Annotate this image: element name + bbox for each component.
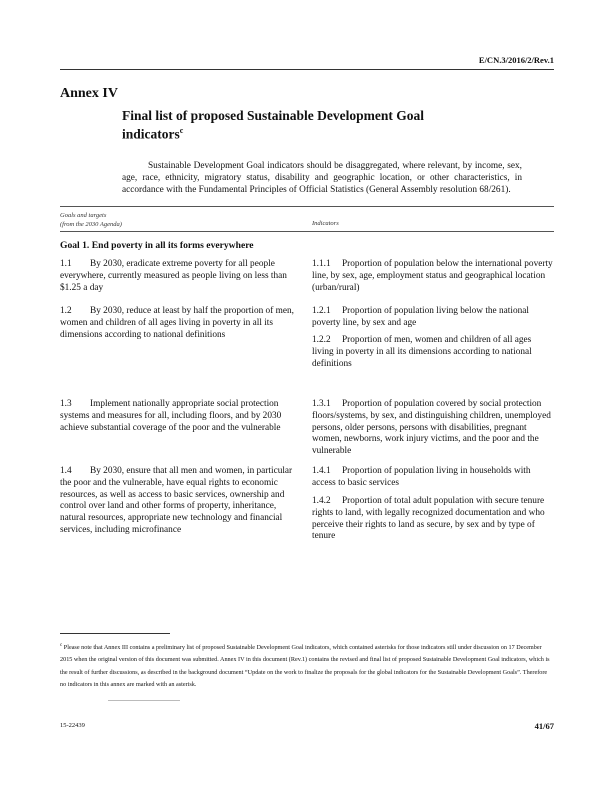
footnote-marker: c xyxy=(60,643,63,648)
indicator-1-2-2 xyxy=(312,335,554,370)
indicator-1-4-1 xyxy=(312,466,554,490)
target-number: 1.1 xyxy=(60,259,72,269)
indicator-number: 1.2.1 xyxy=(312,306,331,316)
indicator-text: Proportion of population living below the national poverty line, by sex and age xyxy=(312,306,529,328)
footnote xyxy=(60,640,550,691)
page-number: 41/67 xyxy=(534,721,554,731)
document-symbol: E/CN.3/2016/2/Rev.1 xyxy=(478,55,554,65)
title-footnote-marker: c xyxy=(179,126,184,135)
goal-heading: Goal 1. End poverty in all its forms everywhere xyxy=(60,240,254,251)
table-header-bottom-rule xyxy=(60,231,554,232)
target-1-4 xyxy=(60,466,300,537)
table-header-goals-line1: Goals and targets xyxy=(60,212,107,219)
indicator-1-2-1 xyxy=(312,306,554,330)
footnote-text: Please note that Annex III contains a preliminary list of proposed Sustainable Development Goal indicators, which contained asterisks for those indicators still under discussion on 17 December 2015 when the original version of this document was submitted. Annex IV in this document (Rev.1) contains the revised and final list of proposed Sustainable Development Goal indicators, which is the result of further discussions, as described in the background document “Update on the work to finalize the proposals for the global indicators for the Sustainable Development Goals”. Therefore no indicators in this annex are marked with an asterisk. xyxy=(60,644,550,688)
indicator-1-4-2 xyxy=(312,496,554,543)
footnote-end-rule xyxy=(108,700,180,701)
table-header-top-rule xyxy=(60,206,554,207)
indicator-text: Proportion of population living in households with access to basic services xyxy=(312,466,531,488)
table-header-goals xyxy=(60,211,122,229)
target-text: By 2030, eradicate extreme poverty for all people everywhere, currently measured as people living on less than $1.25 a day xyxy=(60,259,287,293)
target-number: 1.2 xyxy=(60,306,72,316)
footnote-divider xyxy=(60,633,170,634)
annex-heading: Annex IV xyxy=(60,86,118,101)
indicator-number: 1.3.1 xyxy=(312,399,331,409)
indicator-text: Proportion of population below the international poverty line, by sex, age, employment status and geographical location (urban/rural) xyxy=(312,259,553,293)
target-text: Implement nationally appropriate social protection systems and measures for all, including floors, and by 2030 achieve substantial coverage of the poor and the vulnerable xyxy=(60,399,282,433)
indicator-text: Proportion of population covered by social protection floors/systems, by sex, and distinguishing children, unemployed persons, older persons, persons with disabilities, pregnant women, newborns, work injury victims, and the poor and the vulnerable xyxy=(312,399,551,457)
indicator-1-3-1 xyxy=(312,399,554,458)
target-1-1 xyxy=(60,259,300,294)
target-1-2 xyxy=(60,306,300,341)
target-number: 1.4 xyxy=(60,466,72,476)
header-divider xyxy=(60,69,554,70)
indicator-1-1-1 xyxy=(312,259,554,294)
target-number: 1.3 xyxy=(60,399,72,409)
indicator-text: Proportion of total adult population with secure tenure rights to land, with legally recognized documentation and who perceive their rights to land as secure, by sex and by type of tenure xyxy=(312,496,545,542)
page-title xyxy=(122,108,452,142)
indicator-text: Proportion of men, women and children of all ages living in poverty in all its dimensions according to national definitions xyxy=(312,335,532,369)
table-header-indicators: Indicators xyxy=(312,220,339,227)
indicator-number: 1.1.1 xyxy=(312,259,331,269)
indicator-number: 1.2.2 xyxy=(312,335,331,345)
title-text: Final list of proposed Sustainable Development Goal indicators xyxy=(122,108,425,142)
intro-paragraph: Sustainable Development Goal indicators should be disaggregated, where relevant, by income, sex, age, race, ethnicity, migratory status, disability and geographic location, or other characteristics, in accordance with the Fundamental Principles of Official Statistics (General Assembly resolution 68/261). xyxy=(122,161,522,195)
indicator-number: 1.4.2 xyxy=(312,496,331,506)
target-text: By 2030, ensure that all men and women, in particular the poor and the vulnerable, have equal rights to economic resources, as well as access to basic services, ownership and control over land and other forms of property, inheritance, natural resources, appropriate new technology and financial services, including microfinance xyxy=(60,466,293,535)
table-header-goals-line2: (from the 2030 Agenda) xyxy=(60,221,122,228)
indicator-number: 1.4.1 xyxy=(312,466,331,476)
target-1-3 xyxy=(60,399,300,434)
target-text: By 2030, reduce at least by half the proportion of men, women and children of all ages living in poverty in all its dimensions according to national definitions xyxy=(60,306,294,340)
job-number: 15-22439 xyxy=(60,722,85,729)
